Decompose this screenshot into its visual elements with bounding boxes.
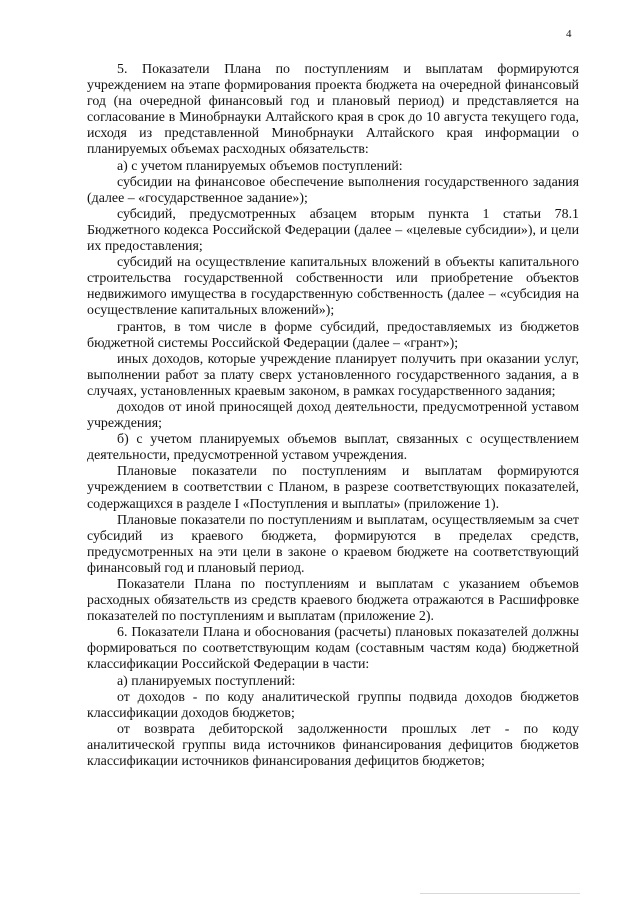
page-number: 4 [566, 28, 572, 40]
paragraph-income-codes: от доходов - по коду аналитической группы подвида доходов бюджетов классификации доходов бюджетов; [87, 689, 579, 721]
paragraph-6a: а) планируемых поступлений: [117, 673, 296, 689]
paragraph-planned-indicators: Плановые показатели по поступлениям и выплатам формируются учреждением в соответствии с Планом, в разрезе соответствующих показателей, содержащихся в разделе I «Поступления и выплаты» (приложение 1). [87, 464, 579, 512]
paragraph-6: 6. Показатели Плана и обоснования (расчеты) плановых показателей должны формироваться по соответствующим кодам (составным частям кода) бюджетной классификации Российской Федерации в части: [87, 625, 579, 673]
paragraph-income-generating-activity: доходов от иной приносящей доход деятельности, предусмотренной уставом учреждения; [87, 399, 579, 432]
paragraph-state-task-subsidy: субсидии на финансовое обеспечение выполнения государственного задания (далее – «государственное задание»); [87, 174, 579, 206]
paragraph-grants: грантов, в том числе в форме субсидий, предоставляемых из бюджетов бюджетной системы Российской Федерации (далее – «грант»); [87, 319, 579, 351]
paragraph-capital-investment-subsidy: субсидий на осуществление капитальных вложений в объекты капитального строительства государственной собственности или приобретение объектов недвижимого имущества в государственную собственность (далее – «субсидия на осуществление капитальных вложений»); [87, 255, 579, 319]
bottom-divider [420, 893, 580, 894]
paragraph-expenditure-obligations: Показатели Плана по поступлениям и выплатам с указанием объемов расходных обязательств из средств краевого бюджета отражаются в Расшифровке показателей по поступлениям и выплатам (приложение 2). [87, 577, 579, 625]
paragraph-5: 5. Показатели Плана по поступлениям и выплатам формируются учреждением на этапе формирования проекта бюджета на очередной финансовый год (на очередной финансовый год и плановый период) и представляется на согласование в Минобрнауки Алтайского края в срок до 10 августа текущего года, исходя из представленной Минобрнауки Алтайского края информации о планируемых объемах расходных обязательств: [87, 62, 579, 158]
paragraph-5b: б) с учетом планируемых объемов выплат, связанных с осуществлением деятельности, предусмотренной уставом учреждения. [87, 432, 579, 464]
document-body [87, 62, 579, 770]
paragraph-regional-budget-subsidies: Плановые показатели по поступлениям и выплатам, осуществляемым за счет субсидий из краевого бюджета, формируются в пределах средств, предусмотренных на эти цели в законе о краевом бюджете на соответствующий финансовый год и плановый период. [87, 512, 579, 576]
paragraph-5a: а) с учетом планируемых объемов поступлений: [117, 158, 403, 174]
paragraph-other-income: иных доходов, которые учреждение планирует получить при оказании услуг, выполнении работ за плату сверх установленного государственного задания, а в случаях, установленных краевым законом, в рамках государственного задания; [87, 351, 579, 399]
paragraph-receivables-return: от возврата дебиторской задолженности прошлых лет - по коду аналитической группы вида источников финансирования дефицитов бюджетов классификации источников финансирования дефицитов бюджетов; [87, 721, 579, 770]
paragraph-targeted-subsidies: субсидий, предусмотренных абзацем вторым пункта 1 статьи 78.1 Бюджетного кодекса Российской Федерации (далее – «целевые субсидии»), и цели их предоставления; [87, 206, 579, 255]
